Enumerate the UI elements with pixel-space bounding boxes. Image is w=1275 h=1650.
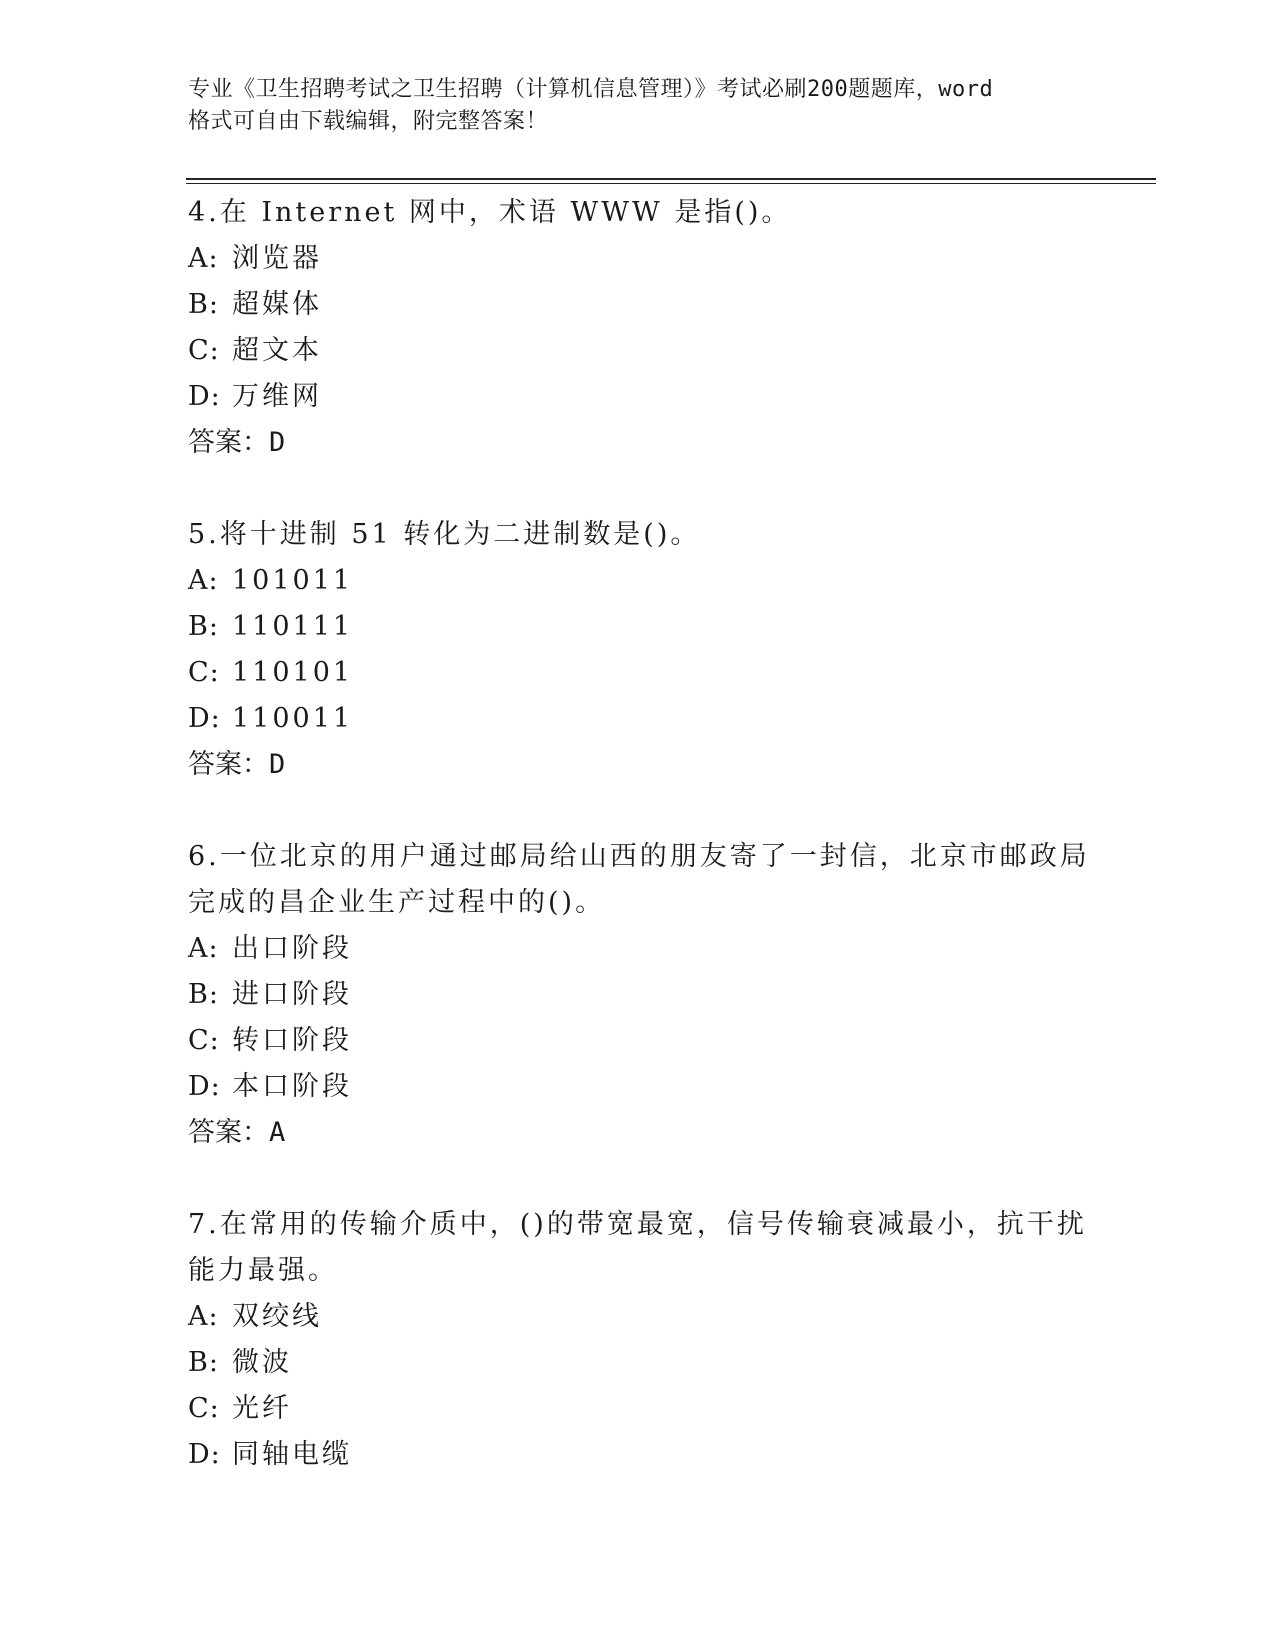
question-stem: 4.在 Internet 网中，术语 WWW 是指()。: [188, 197, 792, 228]
option-text: 微波: [232, 1347, 292, 1378]
header-divider-thick: [186, 178, 1156, 180]
option-text: 110101: [232, 657, 354, 688]
question-4: [188, 190, 1148, 466]
option-text: 101011: [232, 565, 354, 596]
option-text: 双绞线: [232, 1301, 322, 1332]
option-text: 超媒体: [232, 289, 322, 320]
question-7: [188, 1202, 1148, 1478]
option-a: [188, 236, 1148, 282]
option-text: 出口阶段: [232, 933, 352, 964]
option-b: [188, 604, 1148, 650]
question-5: [188, 512, 1148, 788]
option-letter: B:: [188, 979, 219, 1010]
option-text: 转口阶段: [232, 1025, 352, 1056]
option-letter: D:: [188, 1439, 221, 1470]
option-letter: C:: [188, 657, 220, 688]
option-text: 光纤: [232, 1393, 292, 1424]
question-stem: 5.将十进制 51 转化为二进制数是()。: [188, 519, 701, 550]
option-text: 110011: [232, 703, 354, 734]
option-a: [188, 1294, 1148, 1340]
option-letter: B:: [188, 1347, 219, 1378]
option-letter: B:: [188, 289, 219, 320]
option-text: 浏览器: [232, 243, 322, 274]
option-letter: A:: [188, 1301, 219, 1332]
question-stem: 6.一位北京的用户通过邮局给山西的朋友寄了一封信，北京市邮政局: [188, 841, 1090, 872]
header-line-1: 专业《卫生招聘考试之卫生招聘（计算机信息管理）》考试必刷200题题库，word: [188, 77, 994, 102]
question-stem: 7.在常用的传输介质中，()的带宽最宽，信号传输衰减最小，抗干扰: [188, 1209, 1087, 1240]
option-letter: D:: [188, 703, 221, 734]
option-d: [188, 1432, 1148, 1478]
option-c: [188, 1386, 1148, 1432]
option-letter: D:: [188, 381, 221, 412]
question-stem-continued: 能力最强。: [188, 1255, 338, 1286]
option-text: 本口阶段: [232, 1071, 352, 1102]
option-letter: C:: [188, 1393, 220, 1424]
option-c: [188, 650, 1148, 696]
option-letter: A:: [188, 243, 219, 274]
option-d: [188, 1064, 1148, 1110]
option-text: 万维网: [232, 381, 322, 412]
header-line-2: 格式可自由下载编辑，附完整答案！: [188, 109, 549, 134]
answer-line: 答案：D: [188, 749, 286, 780]
question-6: [188, 834, 1148, 1156]
option-d: [188, 374, 1148, 420]
option-c: [188, 328, 1148, 374]
option-b: [188, 282, 1148, 328]
option-b: [188, 972, 1148, 1018]
document-header: [188, 74, 1088, 138]
option-d: [188, 696, 1148, 742]
option-letter: A:: [188, 565, 219, 596]
answer-line: 答案：D: [188, 427, 286, 458]
option-a: [188, 558, 1148, 604]
question-list: [188, 190, 1148, 1524]
option-text: 110111: [232, 611, 354, 642]
option-a: [188, 926, 1148, 972]
option-text: 进口阶段: [232, 979, 352, 1010]
option-b: [188, 1340, 1148, 1386]
option-letter: B:: [188, 611, 219, 642]
header-divider-thin: [186, 183, 1156, 184]
question-stem-continued: 完成的昌企业生产过程中的()。: [188, 887, 606, 918]
option-c: [188, 1018, 1148, 1064]
option-letter: D:: [188, 1071, 221, 1102]
option-letter: C:: [188, 335, 220, 366]
option-letter: A:: [188, 933, 219, 964]
answer-line: 答案：A: [188, 1117, 286, 1148]
option-text: 同轴电缆: [232, 1439, 352, 1470]
option-letter: C:: [188, 1025, 220, 1056]
option-text: 超文本: [232, 335, 322, 366]
